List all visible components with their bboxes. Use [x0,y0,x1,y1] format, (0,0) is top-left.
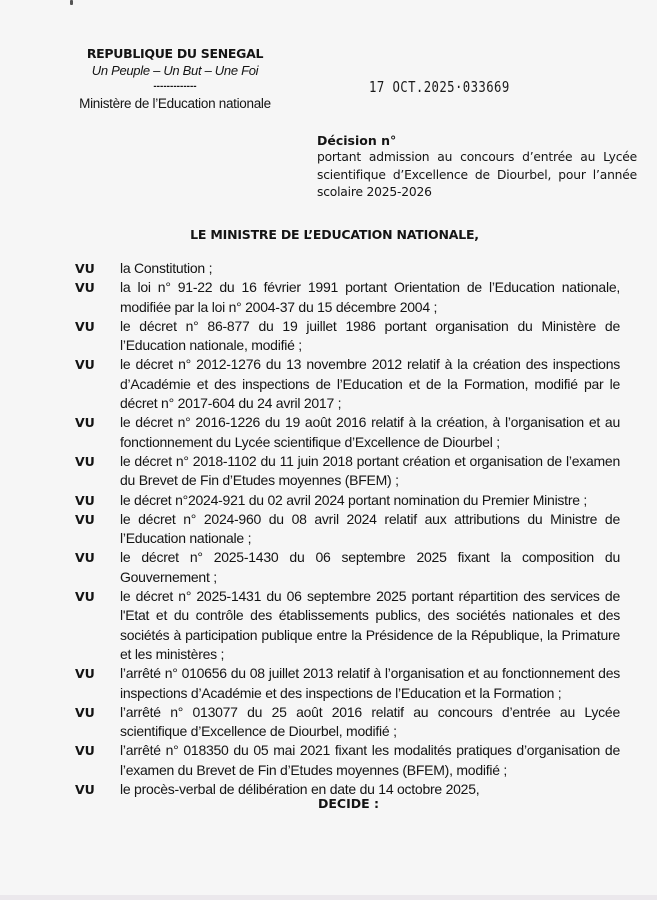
consideration-text: la Constitution ; [120,260,213,276]
authority-heading: LE MINISTRE DE L’EDUCATION NATIONALE, [190,227,479,242]
ministry-name: Ministère de l’Education nationale [79,96,271,111]
decision-subject: portant admission au concours d’entrée au Lycée scientifique d’Excellence de Diourbel, pour l’année scolaire 2025-2026 [317,150,637,199]
consideration-item [72,491,620,510]
consideration-item [72,413,620,452]
consideration-item [72,278,620,317]
vu-label: VU [75,743,95,759]
consideration-text: le décret n° 86-877 du 19 juillet 1986 portant organisation du Ministère de l’Education nationale, modifié ; [120,317,620,354]
consideration-text: le décret n° 2018-1102 du 11 juin 2018 portant création et organisation de l’examen du Brevet de Fin d’Etudes moyennes (BFEM) ; [120,452,620,489]
vu-label: VU [75,666,95,682]
consideration-text: l’arrêté n° 010656 du 08 juillet 2013 relatif à l’organisation et au fonctionnement des inspections d’Académie et des inspections de l’Education et la Formation ; [120,665,620,701]
page-bottom-edge [0,895,657,900]
vu-label: VU [75,415,95,431]
consideration-text: le décret n° 2016-1226 du 19 août 2016 relatif à la création, à l’organisation et au fonctionnement du Lycée scientifique d’Excellence de Diourbel ; [120,414,620,450]
considerations-list [72,259,620,799]
consideration-item [72,355,620,413]
vu-label: VU [75,318,95,334]
consideration-text: l’arrêté n° 013077 du 25 août 2016 relatif au concours d’entrée au Lycée scientifique d’Excellence de Diourbel, modifié ; [120,703,620,740]
letterhead [60,45,290,113]
vu-label: VU [75,261,95,276]
decide-heading: DECIDE : [317,796,379,811]
vu-label: VU [75,782,95,798]
consideration-item [72,317,620,356]
consideration-text: la loi n° 91-22 du 16 février 1991 portant Orientation de l’Education nationale, modifiée par la loi n° 2004-37 du 15 décembre 2004 ; [120,279,620,315]
vu-label: VU [75,453,95,469]
consideration-text: le décret n° 2025-1430 du 06 septembre 2025 fixant la composition du Gouvernement ; [120,549,620,585]
consideration-text: le décret n° 2012-1276 du 13 novembre 2012 relatif à la création des inspections d’Académie et des inspections de l’Education et de la Formation, modifié par le décret n° 2017-604 du 24 avril 2017 ; [120,356,620,412]
consideration-item [72,452,620,491]
consideration-text: l’arrêté n° 018350 du 05 mai 2021 fixant les modalités pratiques d’organisation de l’examen du Brevet de Fin d’Etudes moyennes (BFEM), modifié ; [120,742,620,778]
consideration-item [72,703,620,742]
vu-label: VU [75,589,95,605]
vu-label: VU [75,492,95,508]
country-name: REPUBLIQUE DU SENEGAL [86,46,264,61]
vu-label: VU [75,704,95,720]
consideration-item [72,510,620,549]
vu-label: VU [75,550,95,566]
vu-label: VU [75,280,95,296]
consideration-item [72,664,620,703]
consideration-text: le décret n° 2025-1431 du 06 septembre 2025 portant répartition des services de l'Etat et du contrôle des établissements publics, des sociétés nationales et des sociétés à participation publique entre la Présidence de la République, la Primature et les ministères ; [120,588,620,662]
consideration-item [72,741,620,780]
separator: ------------- [153,81,197,92]
consideration-item [72,587,620,664]
decision-block [317,132,637,202]
vu-label: VU [75,511,95,527]
decision-title: Décision n° [317,133,397,148]
scan-mark [70,0,73,5]
consideration-item [72,259,620,278]
vu-label: VU [75,357,95,373]
consideration-text: le décret n°2024-921 du 02 avril 2024 portant nomination du Premier Ministre ; [120,491,588,508]
consideration-text: le décret n° 2024-960 du 08 avril 2024 relatif aux attributions du Ministre de l’Education nationale ; [120,510,620,547]
national-motto: Un Peuple – Un But – Une Foi [91,63,259,78]
registration-stamp: 17 OCT.2025·033669 [369,78,510,96]
consideration-text: le procès-verbal de délibération en date du 14 octobre 2025, [120,781,480,798]
consideration-item [72,548,620,587]
